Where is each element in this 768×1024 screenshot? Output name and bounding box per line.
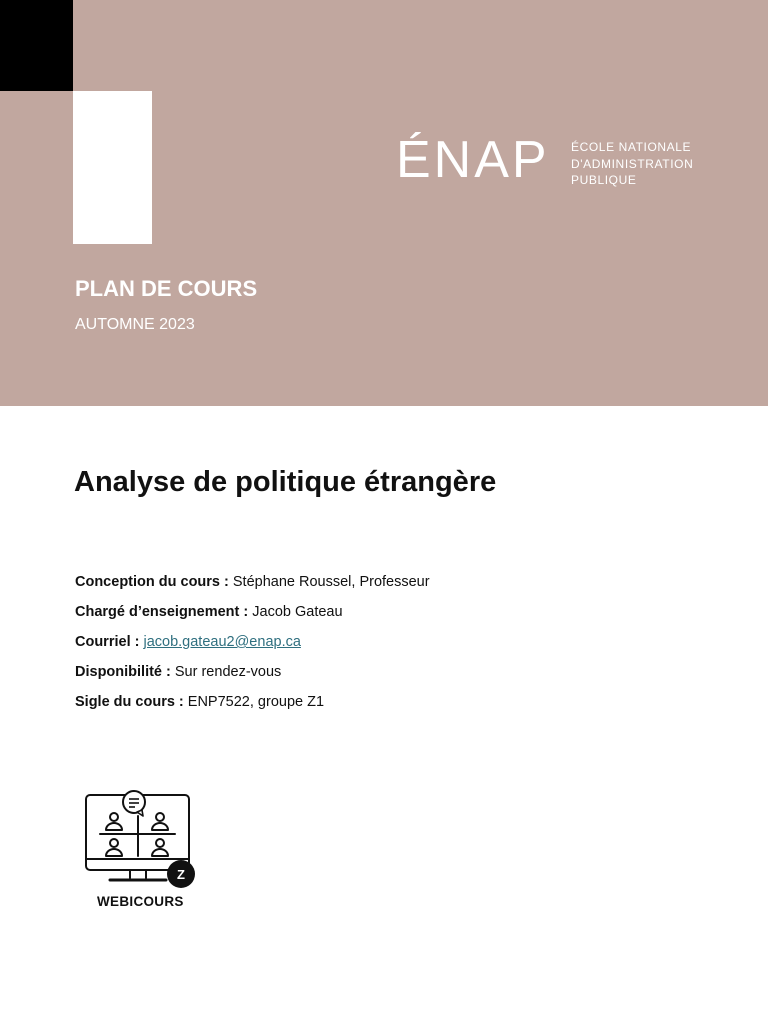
email-link[interactable]: jacob.gateau2@enap.ca xyxy=(143,634,301,650)
logo-line: ÉCOLE NATIONALE xyxy=(571,140,692,154)
info-row-conception xyxy=(75,572,430,602)
info-value: Sur rendez-vous xyxy=(170,664,282,680)
document-type: PLAN DE COURS xyxy=(75,276,258,301)
session-label: AUTOMNE 2023 xyxy=(75,316,195,333)
course-info xyxy=(75,572,430,722)
enap-logo-text xyxy=(571,139,693,189)
info-value: ENP7522, groupe Z1 xyxy=(183,694,325,710)
info-label: Sigle du cours : xyxy=(75,694,184,710)
cover-header xyxy=(0,0,768,406)
info-label: Courriel : xyxy=(75,634,140,650)
decorative-black-block xyxy=(0,0,73,91)
info-row-instructor xyxy=(75,602,430,632)
info-row-course-code xyxy=(75,692,430,722)
info-label: Conception du cours : xyxy=(75,574,229,590)
logo-line: D'ADMINISTRATION xyxy=(571,156,694,171)
logo-line: PUBLIQUE xyxy=(571,173,637,187)
info-label: Chargé d’enseignement : xyxy=(75,604,249,620)
webicours-label: WEBICOURS xyxy=(97,894,184,909)
info-value: Stéphane Roussel, Professeur xyxy=(228,574,430,590)
info-row-email xyxy=(75,632,430,662)
badge-letter: Z xyxy=(177,867,185,882)
course-title: Analyse de politique étrangère xyxy=(74,466,497,498)
video-conference-icon xyxy=(80,786,200,896)
info-label: Disponibilité : xyxy=(75,664,171,680)
info-row-availability xyxy=(75,662,430,692)
enap-logo-mark: ÉNAP xyxy=(396,131,550,189)
decorative-white-block xyxy=(73,91,152,244)
info-value: Jacob Gateau xyxy=(248,604,343,620)
